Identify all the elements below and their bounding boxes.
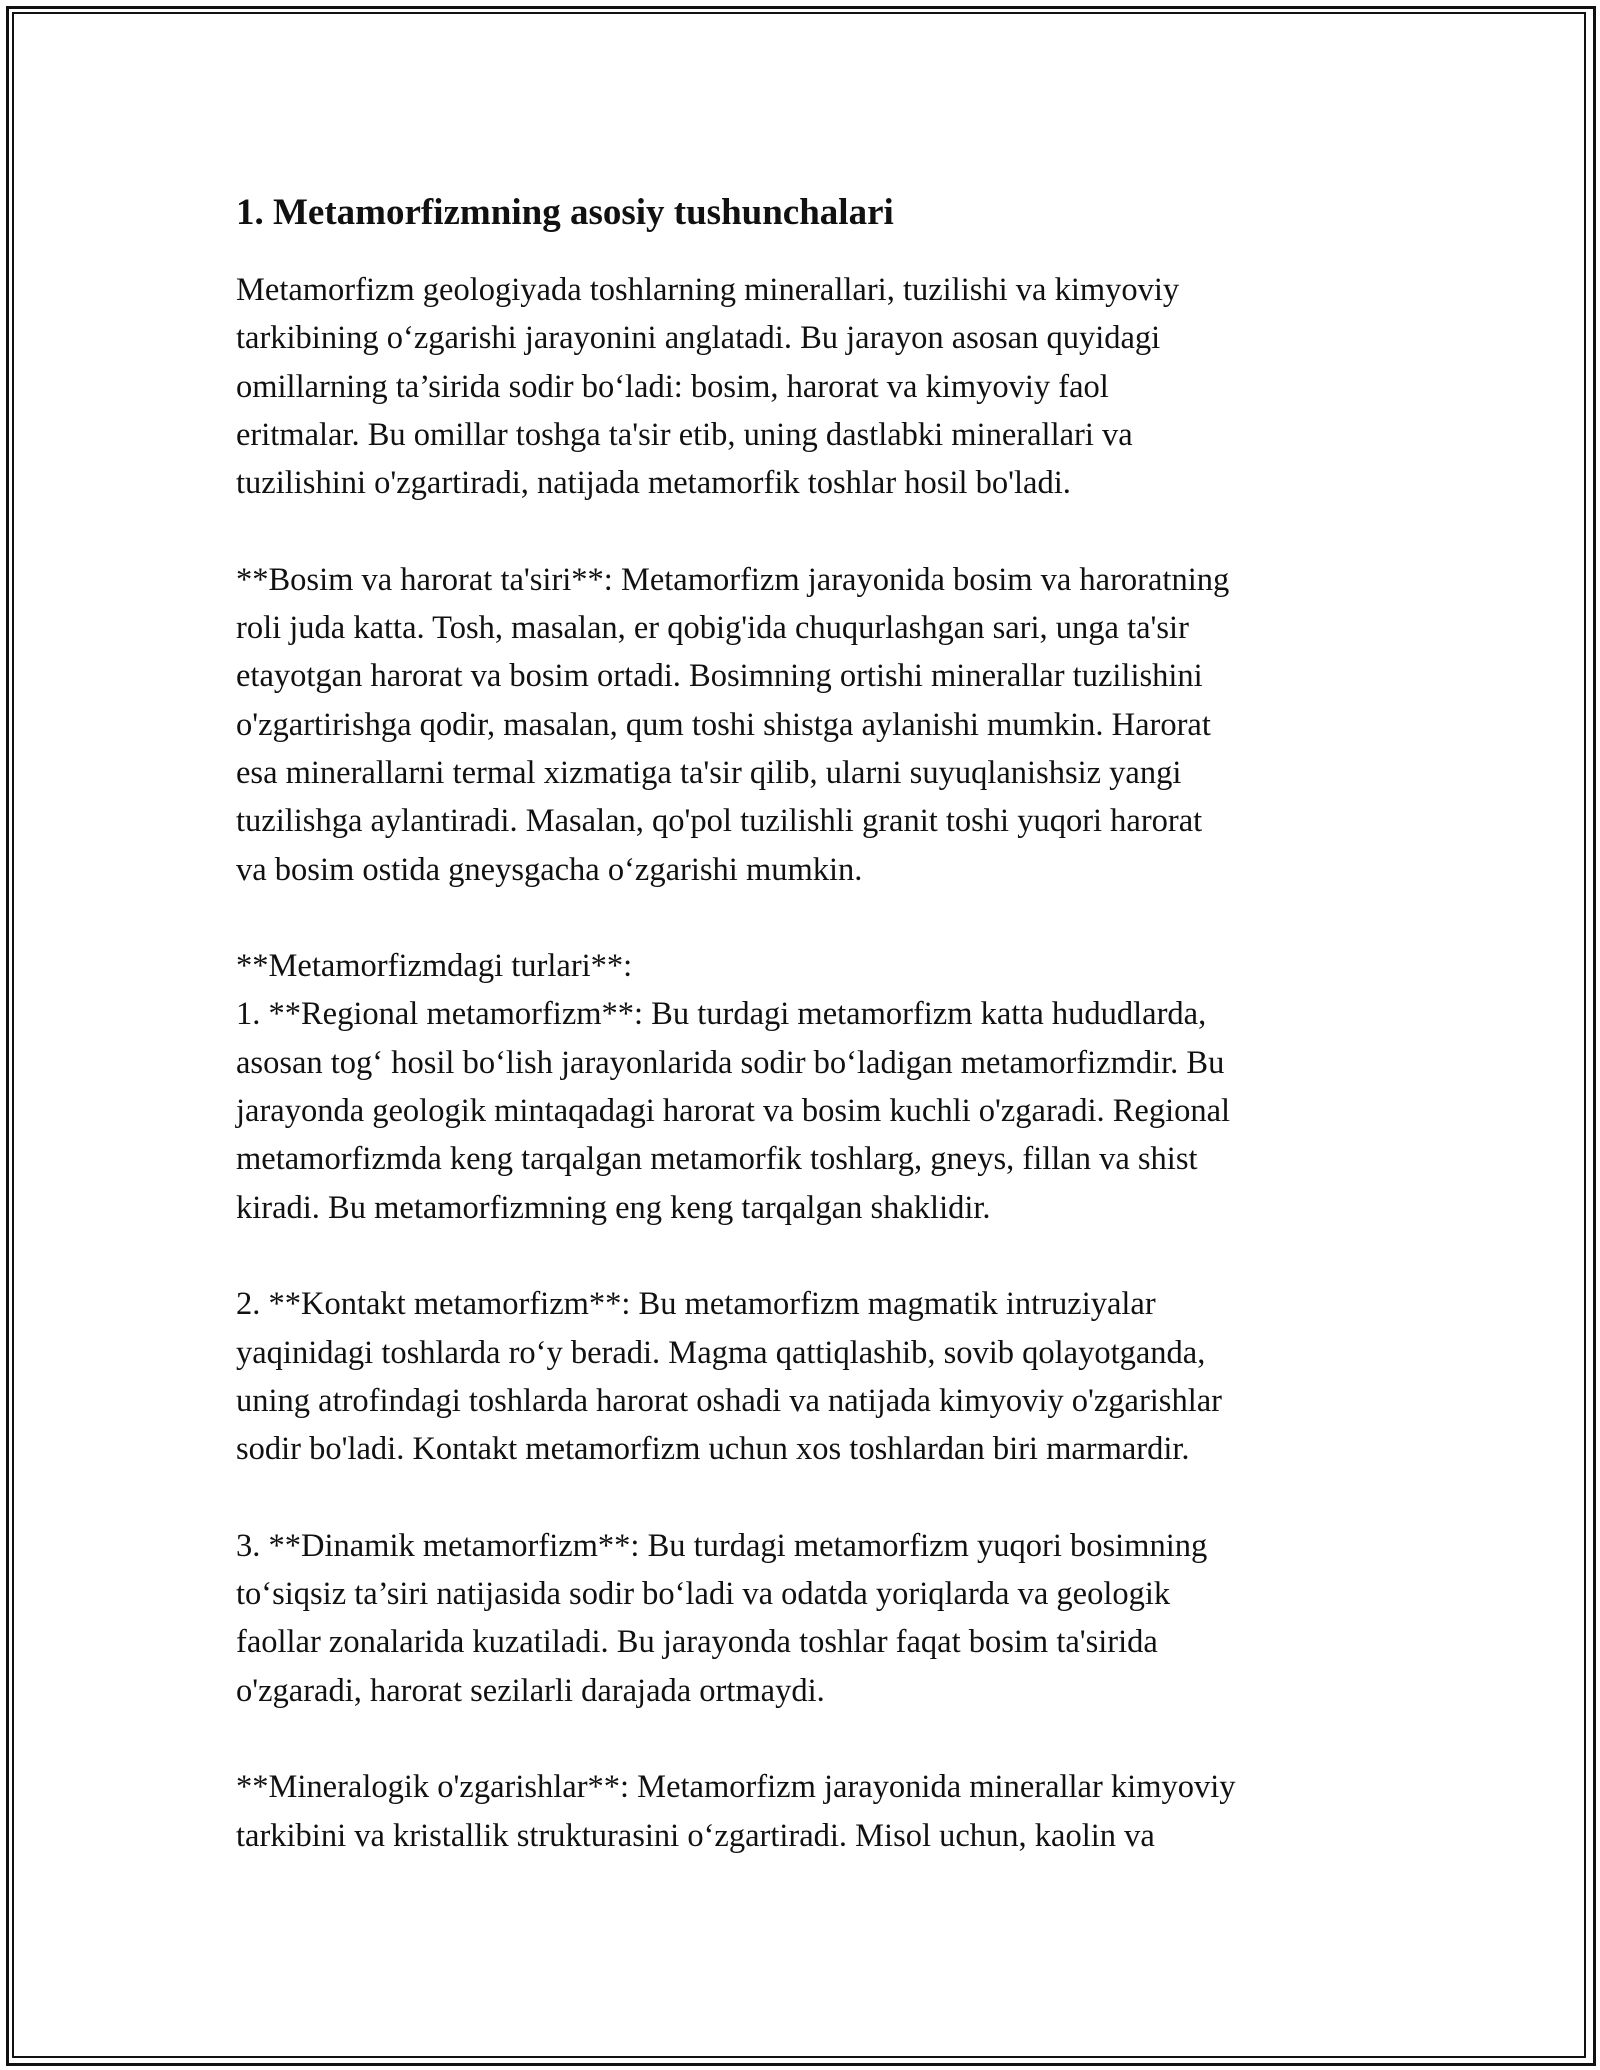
document-body	[236, 188, 1366, 1860]
blank-line	[236, 894, 1366, 942]
blank-line	[236, 1715, 1366, 1763]
paragraph-mineralogical: **Mineralogik o'zgarishlar**: Metamorfizm jarayonida minerallar kimyoviy tarkibini va kristallik strukturasini o‘zgartiradi. Misol uchun, kaolin va	[236, 1769, 1236, 1854]
paragraph-intro: Metamorfizm geologiyada toshlarning minerallari, tuzilishi va kimyoviy tarkibining o‘zgarishi jarayonini anglatadi. Bu jarayon asosan quyidagi omillarning ta’sirida sodir bo‘ladi: bosim, harorat va kimyoviy faol eritmalar. Bu omillar toshga ta'sir etib, uning dastlabki minerallari va tuzilishini o'zgartiradi, natijada metamorfik toshlar hosil bo'ladi.	[236, 272, 1180, 502]
paragraph-contact: 2. **Kontakt metamorfizm**: Bu metamorfizm magmatik intruziyalar yaqinidagi toshlarda ro‘y beradi. Magma qattiqlashib, sovib qolayotganda, uning atrofindagi toshlarda harorat oshadi va natijada kimyoviy o'zgarishlar sodir bo'ladi. Kontakt metamorfizm uchun xos toshlardan biri marmardir.	[236, 1286, 1222, 1468]
paragraph-pressure-temperature: **Bosim va harorat ta'siri**: Metamorfizm jarayonida bosim va haroratning roli juda katta. Tosh, masalan, er qobig'ida chuqurlashgan sari, unga ta'sir etayotgan harorat va bosim ortadi. Bosimning ortishi minerallar tuzilishini o'zgartirishga qodir, masalan, qum toshi shistga aylanishi mumkin. Harorat esa minerallarni termal xizmatiga ta'sir qilib, ularni suyuqlanishsiz yangi tuzilishga aylantiradi. Masalan, qo'pol tuzilishli granit toshi yuqori harorat va bosim ostida gneysgacha o‘zgarishi mumkin.	[236, 561, 1230, 888]
blank-line	[236, 507, 1366, 555]
paragraph-types-regional: **Metamorfizmdagi turlari**: 1. **Regional metamorfizm**: Bu turdagi metamorfizm katta hududlarda, asosan tog‘ hosil bo‘lish jarayonlarida sodir bo‘ladigan metamorfizmdir. Bu jarayonda geologik mintaqadagi harorat va bosim kuchli o'zgaradi. Regional metamorfizmda keng tarqalgan metamorfik toshlarg, gneys, fillan va shist kiradi. Bu metamorfizmning eng keng tarqalgan shaklidir.	[236, 948, 1231, 1226]
blank-line	[236, 1232, 1366, 1280]
paragraph-dynamic: 3. **Dinamik metamorfizm**: Bu turdagi metamorfizm yuqori bosimning to‘siqsiz ta’siri natijasida sodir bo‘ladi va odatda yoriqlarda va geologik faollar zonalarida kuzatiladi. Bu jarayonda toshlar faqat bosim ta'sirida o'zgaradi, harorat sezilarli darajada ortmaydi.	[236, 1527, 1208, 1709]
section-heading: 1. Metamorfizmning asosiy tushunchalari	[236, 192, 894, 233]
blank-line	[236, 1473, 1366, 1521]
